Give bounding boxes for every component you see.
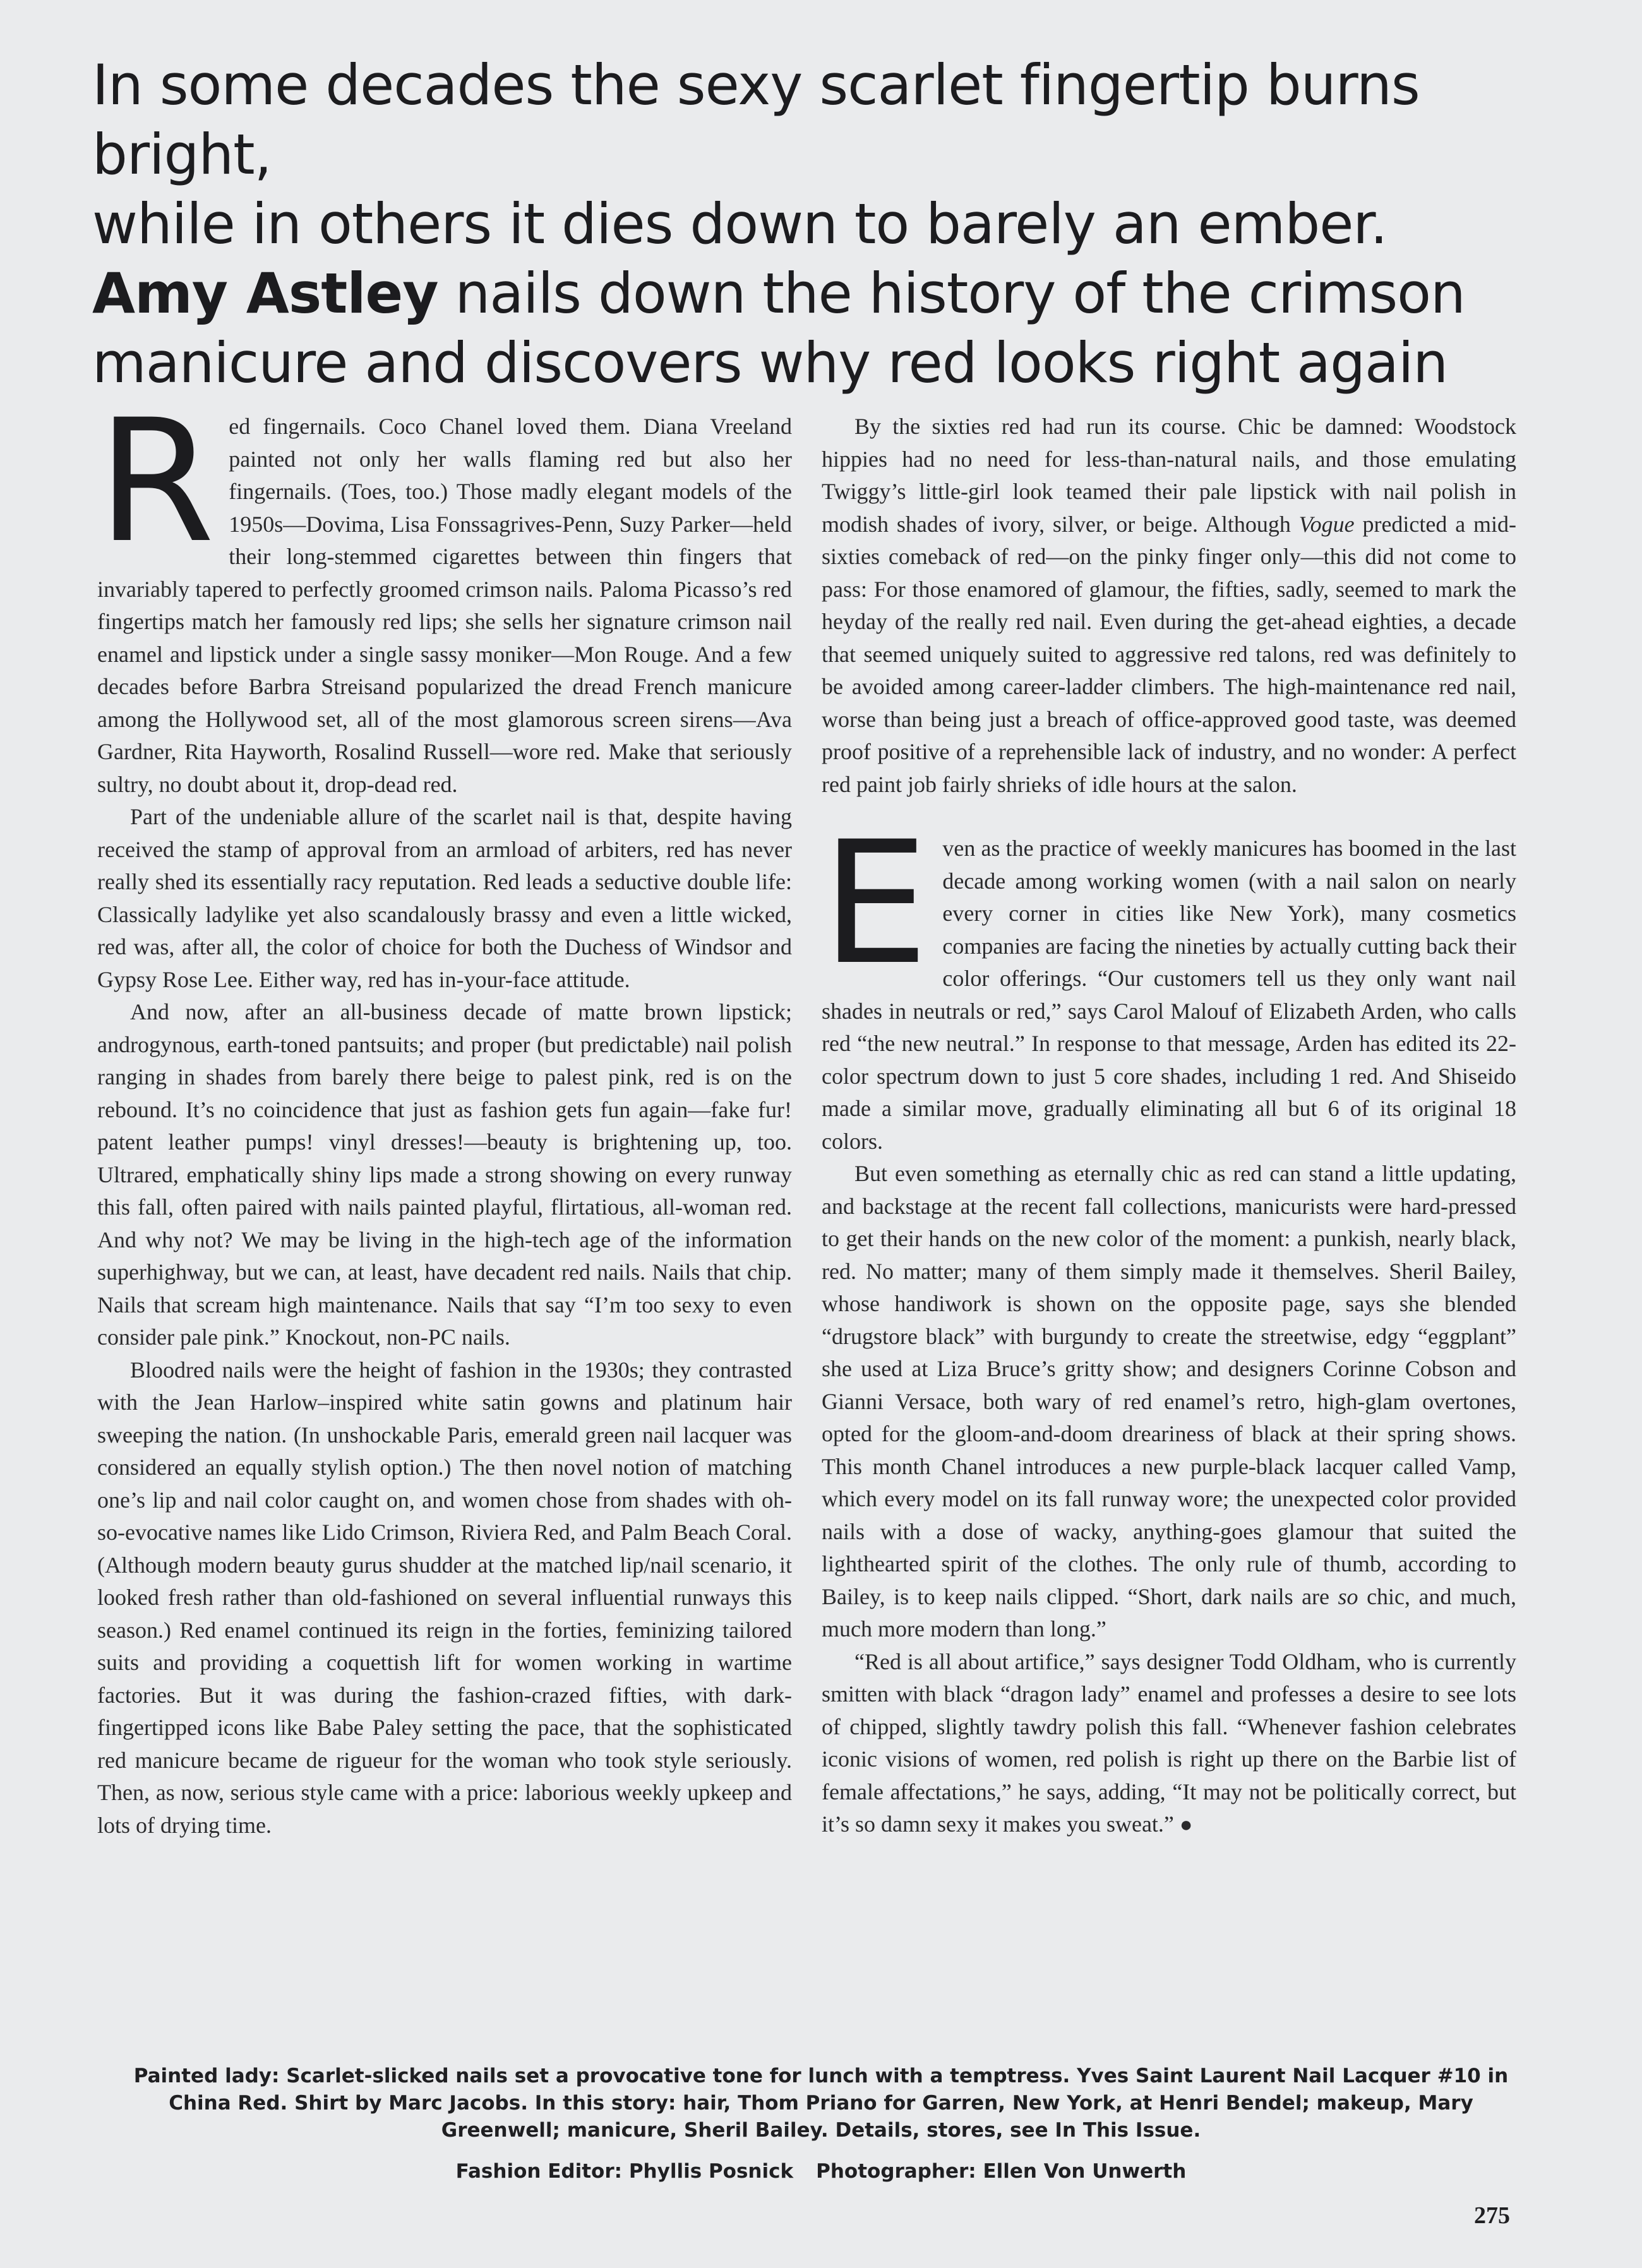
credits (126, 2158, 1516, 2185)
paragraph (822, 1158, 1516, 1646)
fashion-editor-credit: Fashion Editor: Phyllis Posnick (455, 2160, 794, 2183)
drop-cap: E (822, 805, 929, 1002)
headline-line-3: nails down the history of the crimson (438, 261, 1465, 326)
paragraph (822, 411, 1516, 801)
right-column (822, 411, 1516, 1842)
paragraph-text: “Red is all about artifice,” says designer Todd Oldham, who is currently smitten with black “dragon lady” enamel and professes a desire to see lots of chipped, slightly tawdry polish this fall. “Whenever fashion celebrates iconic visions of women, red polish is right up there on the Barbie list of female affectations,” he says, adding, “It may not be politically correct, but it’s so damn sexy it makes you sweat.” (822, 1648, 1516, 1837)
headline (92, 51, 1583, 398)
drop-cap: R (97, 383, 215, 580)
page-number: 275 (1474, 2202, 1510, 2229)
emphasis: so (1338, 1583, 1358, 1609)
paragraph: Bloodred nails were the height of fashion in the 1930s; they contrasted with the Jean Harlow–inspired white satin gowns and platinum hair sweeping the nation. (In unshockable Paris, emerald green nail lacquer was considered an equally stylish option.) The then novel notion of matching one’s lip and nail color caught on, and women chose from shades with oh-so-evocative names like Lido Crimson, Riviera Red, and Palm Beach Coral. (Although modern beauty gurus shudder at the matched lip/nail scenario, it looked fresh rather than old-fashioned on several influential runways this season.) Red enamel continued its reign in the forties, feminizing tailored suits and providing a coquettish lift for women working in wartime factories. But it was during the fashion-crazed fifties, with dark-fingertipped icons like Babe Paley setting the pace, that the sophisticated red manicure became de rigueur for the woman who took style seriously. Then, as now, serious style came with a price: laborious weekly upkeep and lots of drying time. (97, 1357, 792, 1838)
paragraph (822, 1646, 1516, 1842)
paragraph (97, 383, 792, 801)
paragraph-text: But even something as eternally chic as red can stand a little updating, and backstage at the recent fall collections, manicurists were hard-pressed to get their hands on the new color of the moment: a punkish, nearly black, red. No matter; many of them simply made it themselves. Sheril Bailey, whose handiwork is shown on the opposite page, says she blended “drugstore black” with burgundy to create the streetwise, edgy “eggplant” she used at Liza Bruce’s gritty show; and designers Corinne Cobson and Gianni Versace, both wary of red enamel’s retro, high-glam overtones, opted for the gloom-and-doom dreariness of black at their spring shows. This month Chanel introduces a new purple-black lacquer called Vamp, which every model on its fall runway wore; the unexpected color provided nails with a dose of wacky, anything-goes glamour that suited the lighthearted spirit of the clothes. The only rule of thumb, according to Bailey, is to keep nails clipped. “Short, dark nails are (822, 1161, 1516, 1609)
headline-line-1: In some decades the sexy scarlet fingertip burns bright, (92, 52, 1420, 187)
paragraph-text: predicted a mid-sixties comeback of red—on the pinky finger only—this did not come to pass: For those enamored of glamour, the fifties, sadly, seemed to mark the heyday of the really red nail. Even during the get-ahead eighties, a decade that seemed uniquely suited to aggressive red talons, red was definitely to be avoided among career-ladder climbers. The high-maintenance red nail, worse than being just a breach of office-approved good taste, was deemed proof positive of a reprehensible lack of industry, and no wonder: A perfect red paint job fairly shrieks of idle hours at the salon. (822, 511, 1516, 797)
headline-line-2: while in others it dies down to barely an ember. (92, 191, 1387, 256)
paragraph: And now, after an all-business decade of matte brown lipstick; androgynous, earth-toned pantsuits; and proper (but predictable) nail polish ranging in shades from barely there beige to palest pink, red is on the rebound. It’s no coincidence that just as fashion gets fun again—fake fur! patent leather pumps! vinyl dresses!—beauty is brightening up, too. Ultrared, emphatically shiny lips made a strong showing on every runway this fall, often paired with nails painted playful, flirtatious, all-woman red. And why not? We may be living in the high-tech age of the information superhighway, but we can, at least, have decadent red nails. Nails that chip. Nails that scream high maintenance. Nails that say “I’m too sexy to even consider pale pink.” Knockout, non-PC nails. (97, 999, 792, 1350)
paragraph-text: By the sixties red had run its course. Chic be damned: Woodstock hippies had no need for less-than-natural nails, and those emulating Twiggy’s little-girl look teamed their pale lipstick with nail polish in modish shades of ivory, silver, or beige. Although (822, 414, 1516, 537)
paragraph: Part of the undeniable allure of the scarlet nail is that, despite having received the stamp of approval from an armload of arbiters, red has never really shed its essentially racy reputation. Red leads a seductive double life: Classically ladylike yet also scandalously brassy and even a little wicked, red was, after all, the color of choice for both the Duchess of Windsor and Gypsy Rose Lee. Either way, red has in-your-face attitude. (97, 804, 792, 992)
photo-caption: Painted lady: Scarlet-slicked nails set a provocative tone for lunch with a temptress. Yves Saint Laurent Nail Lacquer #10 in China Red. Shirt by Marc Jacobs. In this story: hair, Thom Priano for Garren, New York, at Henri Bendel; makeup, Mary Greenwell; manicure, Sheril Bailey. Details, stores, see In This Issue. (133, 2065, 1509, 2142)
photographer-credit: Photographer: Ellen Von Unwerth (816, 2160, 1187, 2183)
end-mark: ● (1179, 1813, 1193, 1837)
paragraph-text: chic, and much, much more modern than long.” (822, 1583, 1517, 1641)
paragraph-text: ed fingernails. Coco Chanel loved them. Diana Vreeland painted not only her walls flaming red but also her fingernails. (Toes, too.) Those madly elegant models of the 1950s—Dovima, Lisa Fonssagrives-Penn, Suzy Parker—held their long-stemmed cigarettes between thin fingers that invariably tapered to perfectly groomed crimson nails. Paloma Picasso’s red fingertips match her famously red lips; she sells her signature crimson nail enamel and lipstick under a single sassy moniker—Mon Rouge. And a few decades before Barbra Streisand popularized the dread French manicure among the Hollywood set, all of the most glamorous screen sirens—Ava Gardner, Rita Hayworth, Rosalind Russell—wore red. Make that seriously sultry, no doubt about it, drop-dead red. (97, 414, 792, 797)
left-column (97, 383, 792, 1842)
author-name: Amy Astley (92, 261, 438, 326)
headline-line-4: manicure and discovers why red looks right again (92, 330, 1448, 395)
magazine-title: Vogue (1298, 511, 1355, 537)
paragraph-text: ven as the practice of weekly manicures has boomed in the last decade among working women (with a nail salon on nearly every corner in cities like New York), many cosmetics companies are facing the nineties by actually cutting back their color offerings. “Our customers tell us they only want nail shades in neutrals or red,” says Carol Malouf of Elizabeth Arden, who calls red “the new neutral.” In response to that message, Arden has edited its 22-color spectrum down to just 5 core shades, including 1 red. And Shiseido made a similar move, gradually eliminating all but 6 of its original 18 colors. (822, 836, 1516, 1154)
paragraph (822, 805, 1516, 1158)
